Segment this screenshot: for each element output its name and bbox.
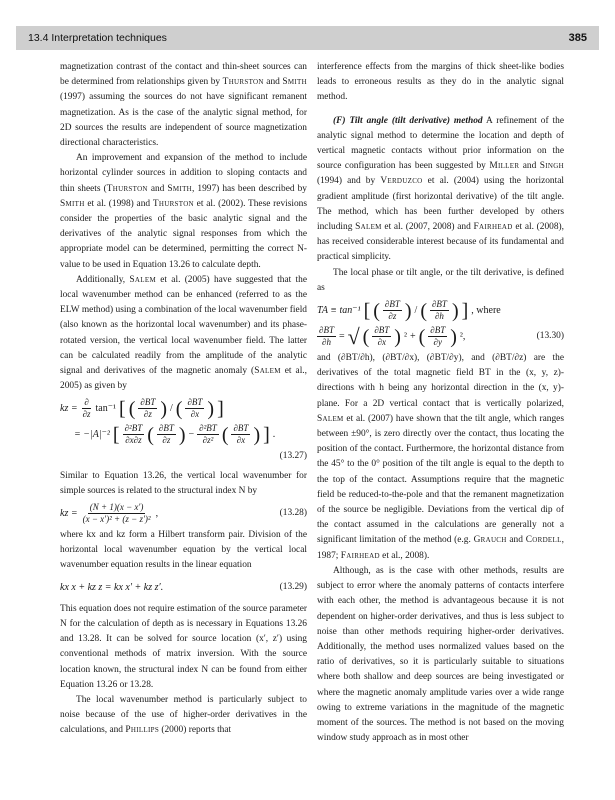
- paragraph: The local phase or tilt angle, or the tilt derivative, is defined as: [317, 267, 564, 293]
- left-column: [60, 60, 307, 739]
- equation-13-30-line1: TA ≡ tan⁻¹ [ ( $\frac{\partial BT}{\partial z}$ ) / ( $\frac{\partial BT}{\partial h}$ ) ] , where: [317, 299, 501, 322]
- paragraph: Although, as is the case with other methods, results are subject to error where the anomaly patterns of contacts interfere with each other, the method is advantageous because it is not dependent on higher-order derivatives, and thus is less subject to noise than other methods requiring higher-order derivatives. Additionally, the method uses normalized values based on the ratio of derivatives, so it is particularly suitable to situations where both shallow and deep sources are being investigated or where the magnetic anomaly amplitude varies over a wide range owing to extreme variations in the magnitude of the magnetic moment of the sources. The method is not based on the moving window study approach as in most other: [317, 565, 564, 744]
- paragraph: An improvement and expansion of the method to include horizontal cylinder sources in addition to sloping contacts and thin sheets (Thurston and Smith, 1997) has been described by Smith et al. (1998) and Thurston et al. (2002). These revisions consider the properties of the basic analytic signal and the derivatives of the analytic signal responses from which the appropriate model can be determined, permitting the correct N-value to be used in Equation 13.26 to calculate depth.: [60, 153, 308, 270]
- paragraph: Similar to Equation 13.26, the vertical local wavenumber for simple sources is related to the structural index N by: [60, 470, 307, 496]
- running-header: [16, 26, 599, 50]
- page-number: 385: [568, 32, 587, 44]
- paragraph: and (∂BT/∂h), (∂BT/∂x), (∂BT/∂y), and (∂BT/∂z) are the derivatives of the total magnetic field BT in the (x, y, z)-directions with h being any horizontal direction in the (x, y)-plane. For a 2D vertical contact that is vertically polarized, Salem et al. (2007) have shown that the tilt angle, which ranges between ±90°, is zero directly over the contact, thus locating the position of the contact. Furthermore, the horizontal distance from the 45° to the 0° position of the tilt angle is equal to the depth to the top of the contact. Assumptions require that the magnetic field be reduced-to-the-pole and that the remanent magnetization of the source be negligible. Deviations from the vertical dip of the contact assumed in the calculations are generally not a significant limitation of the method (e.g. Grauch and Cordell, 1987; Fairhead et al., 2008).: [317, 353, 564, 561]
- equation-number: (13.27): [279, 451, 307, 462]
- right-column: [317, 60, 564, 746]
- paragraph: This equation does not require estimation of the source parameter N for the calculation of depth as is necessary in Equations 13.26 and 13.28. It can be solved for source location (x′, z′) using conventional methods of matrix inversion. With the source location known, the structural index N can be found from either Equation 13.26 or 13.28.: [60, 603, 307, 690]
- paragraph: magnetization contrast of the contact and thin-sheet sources can be determined from relationships given by Thurston and Smith (1997) assuming the sources do not have significant remanent magnetization. As is the case of the analytic signal method, for 2D sources the results are independent of source magnetization directional characteristics.: [60, 62, 307, 149]
- paragraph: The local wavenumber method is particularly subject to noise because of the use of higher-order derivatives in the calculations, and Phillips (2000) reports that: [60, 694, 307, 736]
- equation-13-30-line2: $\frac{\partial BT}{\partial h}$ = √ ( $\frac{\partial BT}{\partial x}$ ) ² + ( $\frac{\partial BT}{\partial y}$ ) ², (13.30): [319, 323, 564, 349]
- equation-13-27-line2: = −|A|⁻² [ $\frac{\text{∂²BT}}{\partial x\partial z}$ ( $\frac{\partial BT}{\partial z}$ ) − $\frac{\text{∂²BT}}{\text{∂z²}}$ ( $\frac{\partial BT}{\partial x}$ ) ] .: [74, 423, 276, 446]
- paragraph: Additionally, Salem et al. (2005) have suggested that the local wavenumber method can be enhanced (referred to as the ELW method) using a combination of the local wavenumber field (also known as the horizontal local wavenumber) and its phase-rotated version, the vertical local wavenumber field. The latter can be calculated readily from the amplitude of the analytic signal and derivatives of the magnetic anomaly (Salem et al., 2005) as given by: [60, 274, 307, 392]
- section-title: 13.4 Interpretation techniques: [28, 32, 167, 44]
- equation-13-29: kx x + kz z = kx x′ + kz z′. (13.29): [60, 582, 307, 594]
- subsection-heading: (F) Tilt angle (tilt derivative) method: [333, 115, 483, 126]
- paragraph: (F) Tilt angle (tilt derivative) method A refinement of the analytic signal method to determine the location and depth of vertical magnetic contacts without prior information on the source configuration has been suggested by Miller and Singh (1994) and by Verduzco et al. (2004) using the horizontal gradient amplitude (first horizontal derivative) of the tilt angle. The method, which has been further developed by others including Salem et al. (2007, 2008) and Fairhead et al. (2008), has received considerable interest because of its fundamental and practical simplicity.: [317, 115, 564, 263]
- equation-13-27-line1: kz = $\frac{\partial}{\partial z}$ tan⁻¹ [ ( $\frac{\partial BT}{\partial z}$ ) / ( $\frac{\partial BT}{\partial x}$ ) ]: [60, 397, 224, 420]
- paragraph: interference effects from the margins of thick sheet-like bodies leads to erroneous results as they do in the analytic signal method.: [317, 62, 564, 103]
- paragraph: where kx and kz form a Hilbert transform pair. Division of the horizontal local wavenumber equation by the vertical local wavenumber equation results in the linear equation: [60, 530, 307, 571]
- equation-13-28: kz = $\frac{(N + 1)(x - x')}{\text{(x − x′)² + (z − z′)²}}$ , (13.28): [60, 502, 307, 525]
